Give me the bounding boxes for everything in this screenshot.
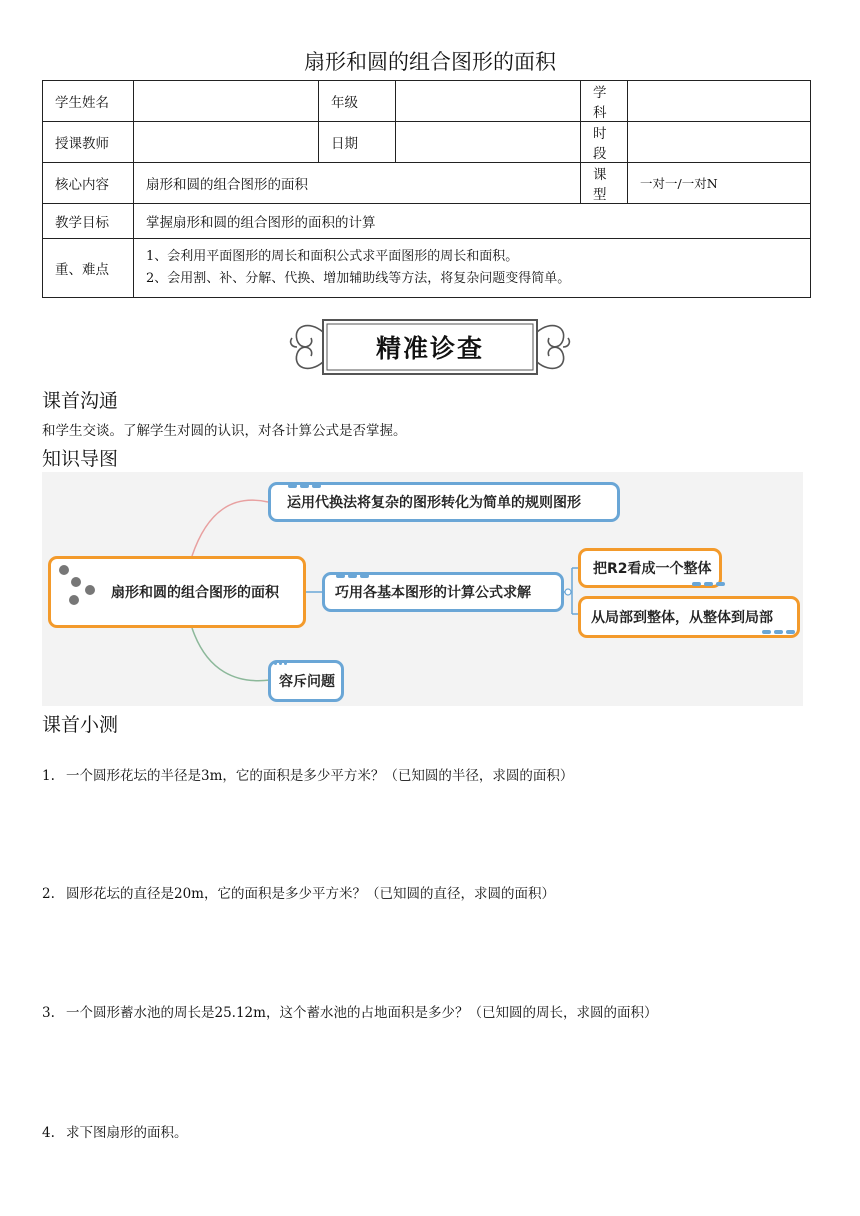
core-value: 扇形和圆的组合图形的面积 bbox=[134, 163, 581, 204]
lesson-info-table bbox=[42, 80, 811, 298]
branch-bottom-label: 容斥问题 bbox=[279, 674, 335, 690]
sub-node-2-label: 从局部到整体，从整体到局部 bbox=[591, 610, 773, 626]
date-value bbox=[396, 122, 581, 163]
goal-label: 教学目标 bbox=[43, 204, 134, 239]
core-label: 核心内容 bbox=[43, 163, 134, 204]
banner-title: 精准诊查 bbox=[375, 334, 484, 363]
branch-middle-dots-icon bbox=[336, 574, 369, 578]
question-3 bbox=[42, 1001, 657, 1021]
question-text: 一个圆形花坛的半径是3m，它的面积是多少平方米？（已知圆的半径，求圆的面积） bbox=[66, 768, 574, 784]
key-point-2: 2、会用割、补、分解、代换、增加辅助线等方法，将复杂问题变得简单。 bbox=[146, 271, 571, 286]
mindmap-branch-top bbox=[268, 482, 620, 522]
mindmap-heading: 知识导图 bbox=[42, 448, 119, 470]
subject-label: 学科 bbox=[581, 81, 628, 122]
period-value bbox=[628, 122, 811, 163]
key-label: 重、难点 bbox=[43, 239, 134, 298]
branch-top-label: 运用代换法将复杂的图形转化为简单的规则图形 bbox=[287, 495, 581, 511]
question-text: 求下图扇形的面积。 bbox=[66, 1125, 188, 1141]
question-1 bbox=[42, 764, 573, 784]
question-2 bbox=[42, 882, 555, 902]
question-text: 一个圆形蓄水池的周长是25.12m，这个蓄水池的占地面积是多少？（已知圆的周长，求圆的面积） bbox=[66, 1005, 658, 1021]
mindmap-branch-bottom bbox=[268, 660, 344, 702]
center-dots-icon bbox=[54, 562, 114, 622]
student-name-label: 学生姓名 bbox=[43, 81, 134, 122]
page-title: 扇形和圆的组合图形的面积 bbox=[304, 50, 556, 74]
communication-heading: 课首沟通 bbox=[42, 390, 119, 412]
key-points bbox=[134, 239, 811, 298]
sub-node-1-dots-icon bbox=[692, 582, 725, 586]
student-name-value bbox=[134, 81, 319, 122]
question-text: 圆形花坛的直径是20m，它的面积是多少平方米？（已知圆的直径，求圆的面积） bbox=[66, 886, 555, 902]
question-number: 2. bbox=[42, 886, 55, 902]
sub-node-2-dots-icon bbox=[762, 630, 795, 634]
table-row bbox=[43, 239, 811, 298]
date-label: 日期 bbox=[319, 122, 396, 163]
branch-middle-label: 巧用各基本图形的计算公式求解 bbox=[335, 585, 531, 601]
table-row bbox=[43, 122, 811, 163]
table-row bbox=[43, 81, 811, 122]
branch-bottom-dots-icon bbox=[274, 662, 287, 665]
question-4 bbox=[42, 1121, 188, 1141]
grade-label: 年级 bbox=[319, 81, 396, 122]
lesson-type-label: 课型 bbox=[581, 163, 628, 204]
quiz-heading: 课首小测 bbox=[42, 714, 119, 736]
center-node-label: 扇形和圆的组合图形的面积 bbox=[111, 585, 279, 601]
mindmap-branch-middle bbox=[322, 572, 564, 612]
question-number: 3. bbox=[42, 1005, 55, 1021]
sub-node-1-label: 把R2看成一个整体 bbox=[593, 561, 712, 577]
table-row bbox=[43, 163, 811, 204]
section-banner bbox=[287, 312, 573, 382]
grade-value bbox=[396, 81, 581, 122]
key-point-1: 1、会利用平面图形的周长和面积公式求平面图形的周长和面积。 bbox=[146, 249, 519, 264]
question-number: 1. bbox=[42, 768, 55, 784]
goal-value: 掌握扇形和圆的组合图形的面积的计算 bbox=[134, 204, 811, 239]
question-number: 4. bbox=[42, 1125, 55, 1141]
lesson-type-value: 一对一/一对N bbox=[628, 163, 811, 204]
knowledge-mindmap bbox=[42, 472, 803, 706]
table-row bbox=[43, 204, 811, 239]
teacher-value bbox=[134, 122, 319, 163]
subject-value bbox=[628, 81, 811, 122]
branch-top-dots-icon bbox=[288, 484, 321, 488]
teacher-label: 授课教师 bbox=[43, 122, 134, 163]
period-label: 时段 bbox=[581, 122, 628, 163]
communication-text: 和学生交谈。了解学生对圆的认识，对各计算公式是否掌握。 bbox=[42, 423, 407, 439]
